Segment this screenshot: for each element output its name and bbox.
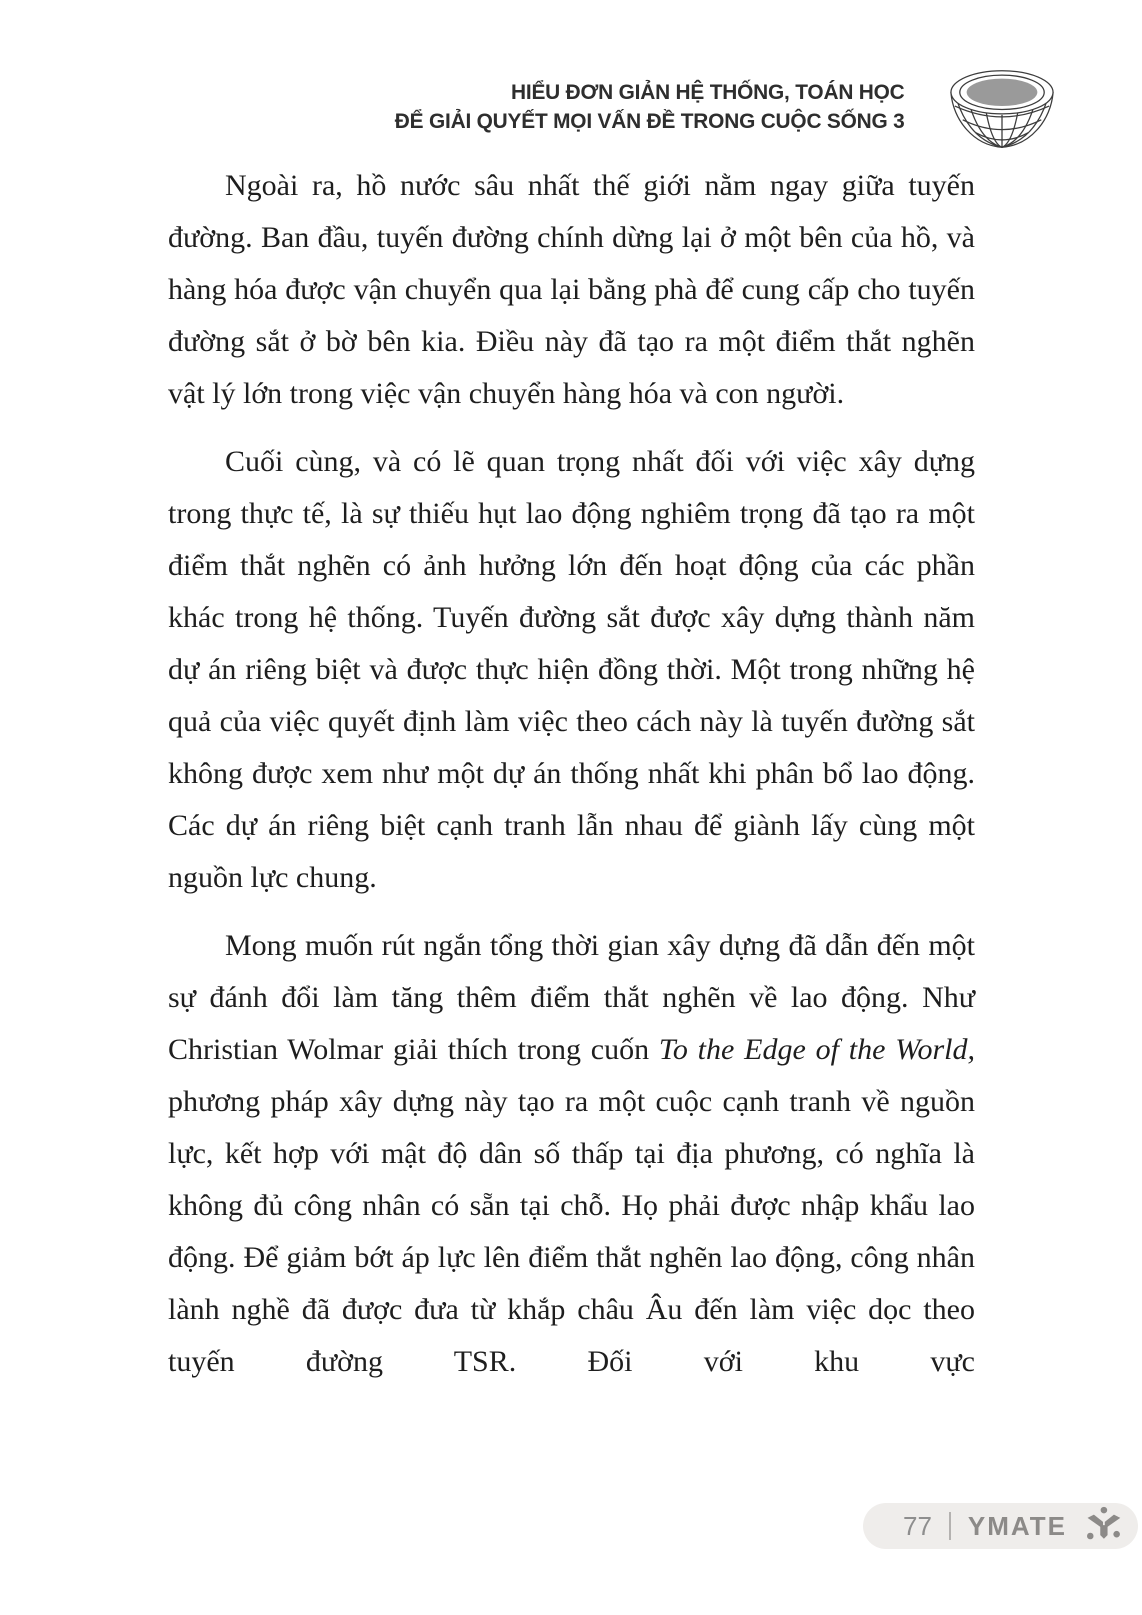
running-header	[395, 78, 905, 136]
footer-separator	[949, 1512, 951, 1540]
header-title-line1: HIỂU ĐƠN GIẢN HỆ THỐNG, TOÁN HỌC	[511, 80, 905, 104]
text-segment: Ngoài ra, hồ nước sâu nhất thế giới nằm ngay giữa tuyến đường. Ban đầu, tuyến đường chính dừng lại ở một bên của hồ, và hàng hóa được vận chuyển qua lại bằng phà để cung cấp cho tuyến đường sắt ở bờ bên kia. Điều này đã tạo ra một điểm thắt nghẽn vật lý lớn trong việc vận chuyển hàng hóa và con người.	[168, 169, 975, 410]
text-segment: Cuối cùng, và có lẽ quan trọng nhất đối với việc xây dựng trong thực tế, là sự thiếu hụt lao động nghiêm trọng đã tạo ra một điểm thắt nghẽn có ảnh hưởng lớn đến hoạt động của các phần khác trong hệ thống. Tuyến đường sắt được xây dựng thành năm dự án riêng biệt và được thực hiện đồng thời. Một trong những hệ quả của việc quyết định làm việc theo cách này là tuyến đường sắt không được xem như một dự án thống nhất khi phân bổ lao động. Các dự án riêng biệt cạnh tranh lẫn nhau để giành lấy cùng một nguồn lực chung.	[168, 445, 975, 894]
paragraph	[168, 920, 975, 1388]
book-title-italic: To the Edge of the World,	[658, 1033, 976, 1066]
text-segment: Mong muốn rút ngắn tổng thời gian xây dựng đã dẫn đến một sự đánh đổi làm tăng thêm điểm thắt nghẽn về lao động. Như Christian Wolmar giải thích trong cuốn	[168, 929, 975, 1066]
ymate-logo-icon	[1084, 1506, 1122, 1546]
brand-name: YMATE	[967, 1510, 1067, 1541]
paragraph	[168, 436, 975, 904]
header-title-line2: ĐỂ GIẢI QUYẾT MỌI VẤN ĐỀ TRONG CUỘC SỐNG 3	[395, 109, 905, 133]
paragraph	[168, 160, 975, 420]
footer-pill	[863, 1503, 1138, 1549]
globe-bowl-icon	[948, 68, 1056, 150]
globe-top-surface	[967, 79, 1038, 106]
body-text	[168, 160, 975, 1404]
text-segment: phương pháp xây dựng này tạo ra một cuộc cạnh tranh về nguồn lực, kết hợp với mật độ dân số thấp tại địa phương, có nghĩa là không đủ công nhân có sẵn tại chỗ. Họ phải được nhập khẩu lao động. Để giảm bớt áp lực lên điểm thắt nghẽn lao động, công nhân lành nghề đã được đưa từ khắp châu Âu đến làm việc dọc theo tuyến đường TSR. Đối với khu vực	[168, 1085, 975, 1378]
page-number: 77	[903, 1510, 932, 1541]
